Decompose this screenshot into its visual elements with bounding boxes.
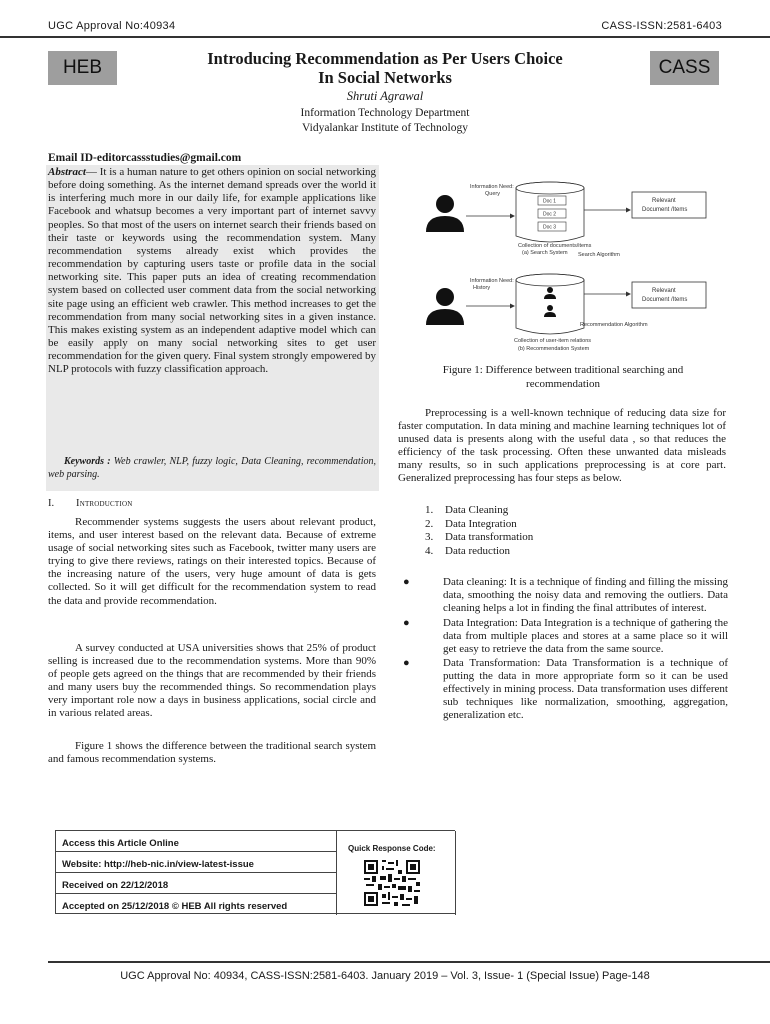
header-rule (0, 36, 770, 38)
access-info-table (55, 830, 455, 914)
figure-1-caption-line-1: Figure 1: Difference between traditional searching and (442, 364, 684, 376)
bullet-text: Data cleaning: It is a technique of finding and filling the missing data, smoothing the noisy data and removing the outliers. Data cleaning helps a lot in finding the final attributes of interest. (443, 576, 728, 614)
relevant-docs-box-b (632, 282, 706, 308)
keywords-text: Web crawler, NLP, fuzzy logic, Data Cleaning, recommendation, web parsing. (48, 456, 376, 480)
search-system-label: (a) Search System (522, 250, 568, 256)
recommendation-algorithm-label: Recommendation Algorithm (580, 322, 648, 328)
relevant-docs-b-line-1: Relevant (652, 288, 676, 294)
author-name: Shruti Agrawal (346, 89, 424, 103)
access-received-date: Received on 22/12/2018 (56, 873, 337, 894)
info-need-history-value: History (473, 285, 491, 291)
preprocessing-bullets (398, 576, 728, 724)
info-need-query-value: Query (485, 191, 500, 197)
keywords (48, 455, 376, 481)
bullet-data-integration (398, 617, 728, 656)
step-number: 2. (425, 517, 434, 530)
bullet-text: Data Integration: Data Integration is a technique of gathering the data from multiple places and stores at a same place so it will get easy to retrieve the data from the same source. (443, 616, 728, 655)
intro-paragraph-2: A survey conducted at USA universities shows that 25% of product selling is increased due to the recommendation systems. More than 90% of people gets agreed on the things that are recommended by their friends and many users buy the recommended things. So recommendation plays very important role now a days in business applications, social circle and in various related areas. (48, 642, 376, 720)
bullet-icon: ● (403, 616, 410, 629)
bullet-icon: ● (403, 576, 410, 588)
footer-rule (48, 961, 770, 963)
bullet-text: Data Transformation: Data Transformation is a technique of putting the data in more appropriate form so it can be used effectively in mining process. Data transformation uses different sub techniques like normalization, smoothing, aggregation, generalization etc. (443, 657, 728, 722)
abstract-lead: Abstract (48, 166, 86, 178)
keywords-lead: Keywords : (64, 456, 111, 467)
header-ugc-approval: UGC Approval No:40934 (48, 20, 176, 32)
bullet-data-cleaning (398, 576, 728, 615)
relevant-docs-b-line-2: Document /Items (642, 297, 688, 303)
paper-title-line-1: Introducing Recommendation as Per Users Choice (207, 49, 563, 68)
qr-code-label: Quick Response Code: (348, 844, 436, 853)
list-item (425, 531, 533, 545)
step-text: Data Cleaning (445, 504, 509, 516)
step-number: 1. (425, 504, 434, 516)
step-text: Data reduction (445, 544, 511, 557)
cass-logo-text: CASS (658, 57, 711, 78)
section-title: Introduction (76, 498, 133, 509)
list-item (425, 545, 533, 559)
qr-code-area (338, 831, 456, 915)
doc-3-label: Doc 3 (543, 224, 557, 231)
recommendation-system-label: (b) Recommendation System (518, 346, 590, 352)
figure-1-diagram (418, 164, 728, 360)
section-heading-introduction (48, 498, 132, 509)
affiliation-institute: Vidyalankar Institute of Technology (302, 122, 468, 134)
relevant-docs-box-a (632, 192, 706, 218)
email-line: Email ID-editorcassstudies@gmail.com (48, 152, 242, 164)
user-item-cylinder-b (516, 274, 584, 334)
affiliation-department: Information Technology Department (300, 107, 470, 119)
section-number: I. (48, 498, 55, 509)
preprocessing-paragraph: Preprocessing is a well-known technique of reducing data size for faster computation. In data mining and machine learning techniques lot of unused data is presents along with the useful data , so that reduces the efficiency of the task processing. Often these unwanted data misleads many results, so in such applications preprocessing is at core part. Generalized preprocessing has four steps as below. (398, 407, 726, 485)
abstract (48, 166, 376, 377)
collection-docs-label: Collection of documents/items (518, 243, 592, 249)
bullet-icon: ● (403, 657, 410, 670)
step-number: 3. (425, 531, 434, 543)
affiliation (170, 106, 600, 136)
bullet-data-transformation (398, 657, 728, 722)
intro-paragraph-3: Figure 1 shows the difference between the traditional search system and famous recommendation systems. (48, 740, 376, 766)
collection-relations-label: Collection of user-item relations (514, 338, 592, 344)
heb-logo-text: HEB (62, 57, 103, 78)
search-algorithm-label: Search Algorithm (578, 252, 620, 258)
qr-code-icon[interactable] (362, 858, 422, 908)
relevant-docs-a-line-2: Document /Items (642, 207, 688, 213)
figure-1-caption (398, 364, 728, 391)
step-text: Data transformation (445, 531, 534, 543)
access-article-online: Access this Article Online (56, 831, 337, 852)
figure-1-caption-line-2: recommendation (526, 377, 600, 390)
abstract-text: — It is a human nature to get others opinion on social networking before doing something. As the internet demand spreads over the world it is interfering much more in our daily life, for example applications like Facebook and whatsup becomes a very important part of internet savvy peoples. So that most of the users on internet search their friends based on their taste or keywords using the recommendation system. Many recommendation systems already exist which provides the recommendation by capturing users taste or profile data in the social networking site. This paper puts an idea of creating recommendation system based on collected user comment data from the social networking site page using an efficient web crawler. This method increases to get the recommendation from many social networking sites in a given instance. This makes existing system as an independent adaptive model which can be easily apply on many social networking sites to get user recommendation for the given query. Final system strongly empowered by NLP protocols with fuzzy classification approach. (48, 166, 376, 376)
info-need-query-label: Information Need: (470, 184, 514, 190)
access-accepted-date: Accepted on 25/12/2018 © HEB All rights reserved (56, 894, 337, 915)
paper-title-line-2: In Social Networks (318, 68, 452, 87)
paper-title (170, 49, 600, 87)
footer-citation: UGC Approval No: 40934, CASS-ISSN:2581-6403. January 2019 – Vol. 3, Issue- 1 (Special Issue) Page-148 (120, 970, 650, 982)
step-number: 4. (425, 544, 434, 557)
intro-paragraph-1: Recommender systems suggests the users about relevant product, items, and user interest based on the relevant data. Because of extreme usage of social networking sites such as Facebook, twitter many users are trying to give there reviews, ratings on their interested topics. Because of the increasing nature of the users, very huge amount of data is gets collected. So it will get difficult for the recommendation system to read the data and provide recommendation. (48, 516, 376, 607)
access-website-link[interactable]: Website: http://heb-nic.in/view-latest-issue (56, 852, 337, 873)
cass-logo (650, 51, 719, 85)
header-issn: CASS-ISSN:2581-6403 (601, 20, 722, 32)
list-item (425, 518, 533, 532)
list-item (425, 504, 533, 518)
preprocessing-steps-list (425, 504, 533, 558)
step-text: Data Integration (445, 517, 517, 530)
doc-1-label: Doc 1 (543, 198, 557, 205)
info-need-history-label: Information Need: (470, 278, 514, 284)
doc-2-label: Doc 2 (543, 211, 557, 218)
relevant-docs-a-line-1: Relevant (652, 198, 676, 204)
heb-logo (48, 51, 117, 85)
